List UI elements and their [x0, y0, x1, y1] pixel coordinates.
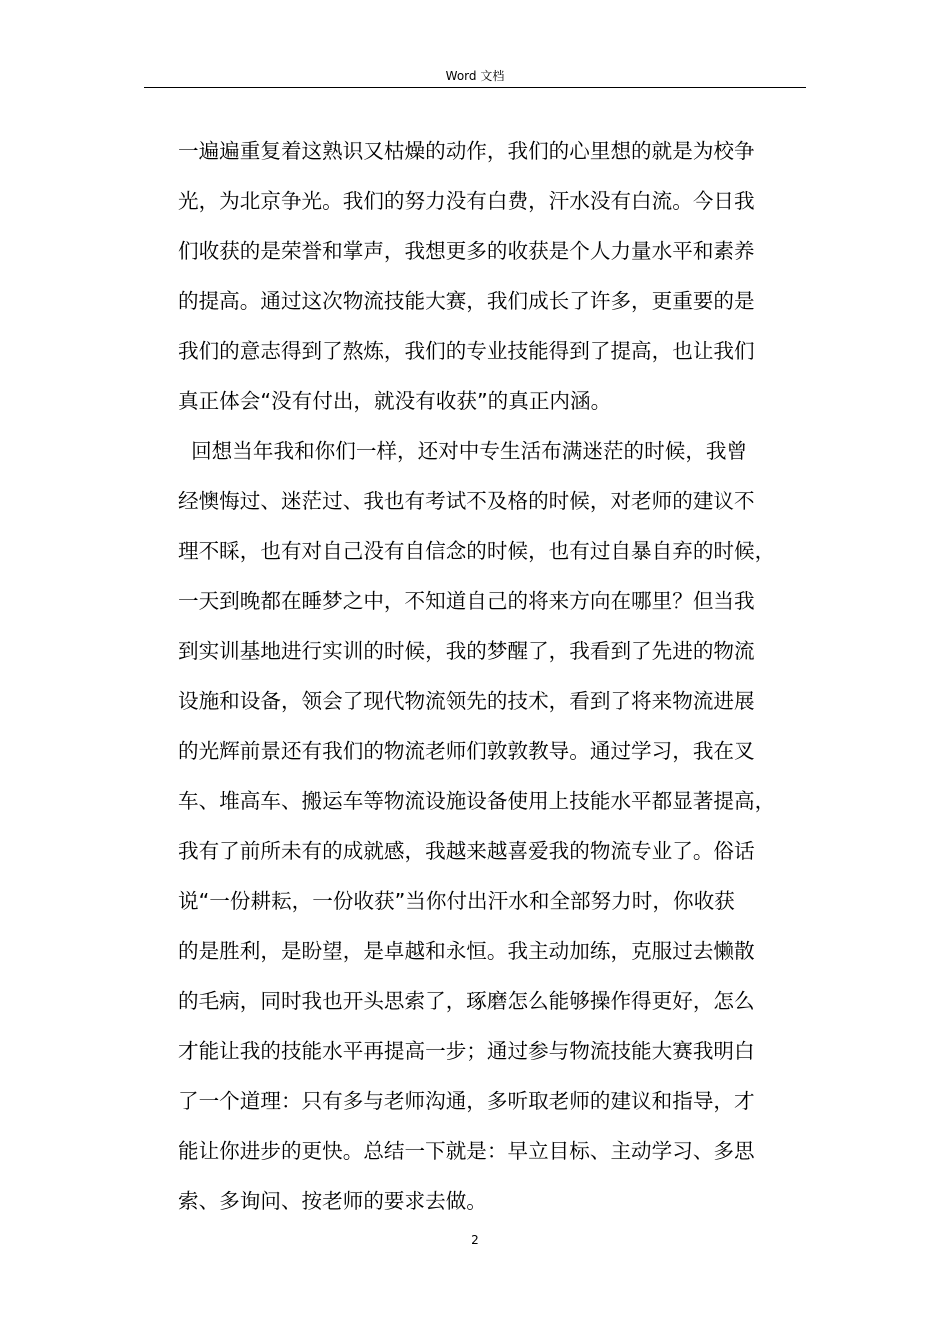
paragraph-2 [178, 426, 808, 1226]
header-divider [144, 87, 806, 88]
text-line: 的是胜利，是盼望，是卓越和永恒。我主动加练，克服过去懒散 [178, 939, 755, 963]
text-line: 才能让我的技能水平再提高一步；通过参与物流技能大赛我明白 [178, 1039, 755, 1063]
text-line: 经懊悔过、迷茫过、我也有考试不及格的时候，对老师的建议不 [178, 489, 755, 513]
text-line: 能让你进步的更快。总结一下就是：早立目标、主动学习、多思 [178, 1139, 755, 1163]
text-line: 了一个道理：只有多与老师沟通，多听取老师的建议和指导，才 [178, 1089, 755, 1113]
text-line: 设施和设备，领会了现代物流领先的技术，看到了将来物流进展 [178, 689, 755, 713]
document-body [178, 126, 808, 1226]
paragraph-1 [178, 126, 808, 426]
text-line: 的毛病，同时我也开头思索了，琢磨怎么能够操作得更好，怎么 [178, 989, 755, 1013]
text-line: 一遍遍重复着这熟识又枯燥的动作，我们的心里想的就是为校争 [178, 139, 755, 163]
text-line: 真正体会“没有付出，就没有收获”的真正内涵。 [178, 389, 612, 413]
text-line: 到实训基地进行实训的时候，我的梦醒了，我看到了先进的物流 [178, 639, 755, 663]
text-line: 回想当年我和你们一样，还对中专生活布满迷茫的时候，我曾 [178, 439, 748, 463]
text-line: 说“一份耕耘，一份收获”当你付出汗水和全部努力时，你收获 [178, 889, 735, 913]
page-header-title: Word 文档 [445, 69, 505, 83]
text-line: 一天到晚都在睡梦之中，不知道自己的将来方向在哪里？但当我 [178, 589, 755, 613]
text-line: 光，为北京争光。我们的努力没有白费，汗水没有白流。今日我 [178, 189, 755, 213]
text-line: 索、多询问、按老师的要求去做。 [178, 1189, 487, 1213]
text-line: 的提高。通过这次物流技能大赛，我们成长了许多，更重要的是 [178, 289, 755, 313]
page-number: 2 [471, 1233, 479, 1247]
text-line: 我有了前所未有的成就感，我越来越喜爱我的物流专业了。俗话 [178, 839, 755, 863]
text-line: 我们的意志得到了熬炼，我们的专业技能得到了提高，也让我们 [178, 339, 755, 363]
text-line: 理不睬，也有对自己没有自信念的时候，也有过自暴自弃的时候， [178, 539, 776, 563]
text-line: 们收获的是荣誉和掌声，我想更多的收获是个人力量水平和素养 [178, 239, 755, 263]
text-line: 车、堆高车、搬运车等物流设施设备使用上技能水平都显著提高， [178, 789, 776, 813]
text-line: 的光辉前景还有我们的物流老师们敦敦教导。通过学习，我在叉 [178, 739, 755, 763]
